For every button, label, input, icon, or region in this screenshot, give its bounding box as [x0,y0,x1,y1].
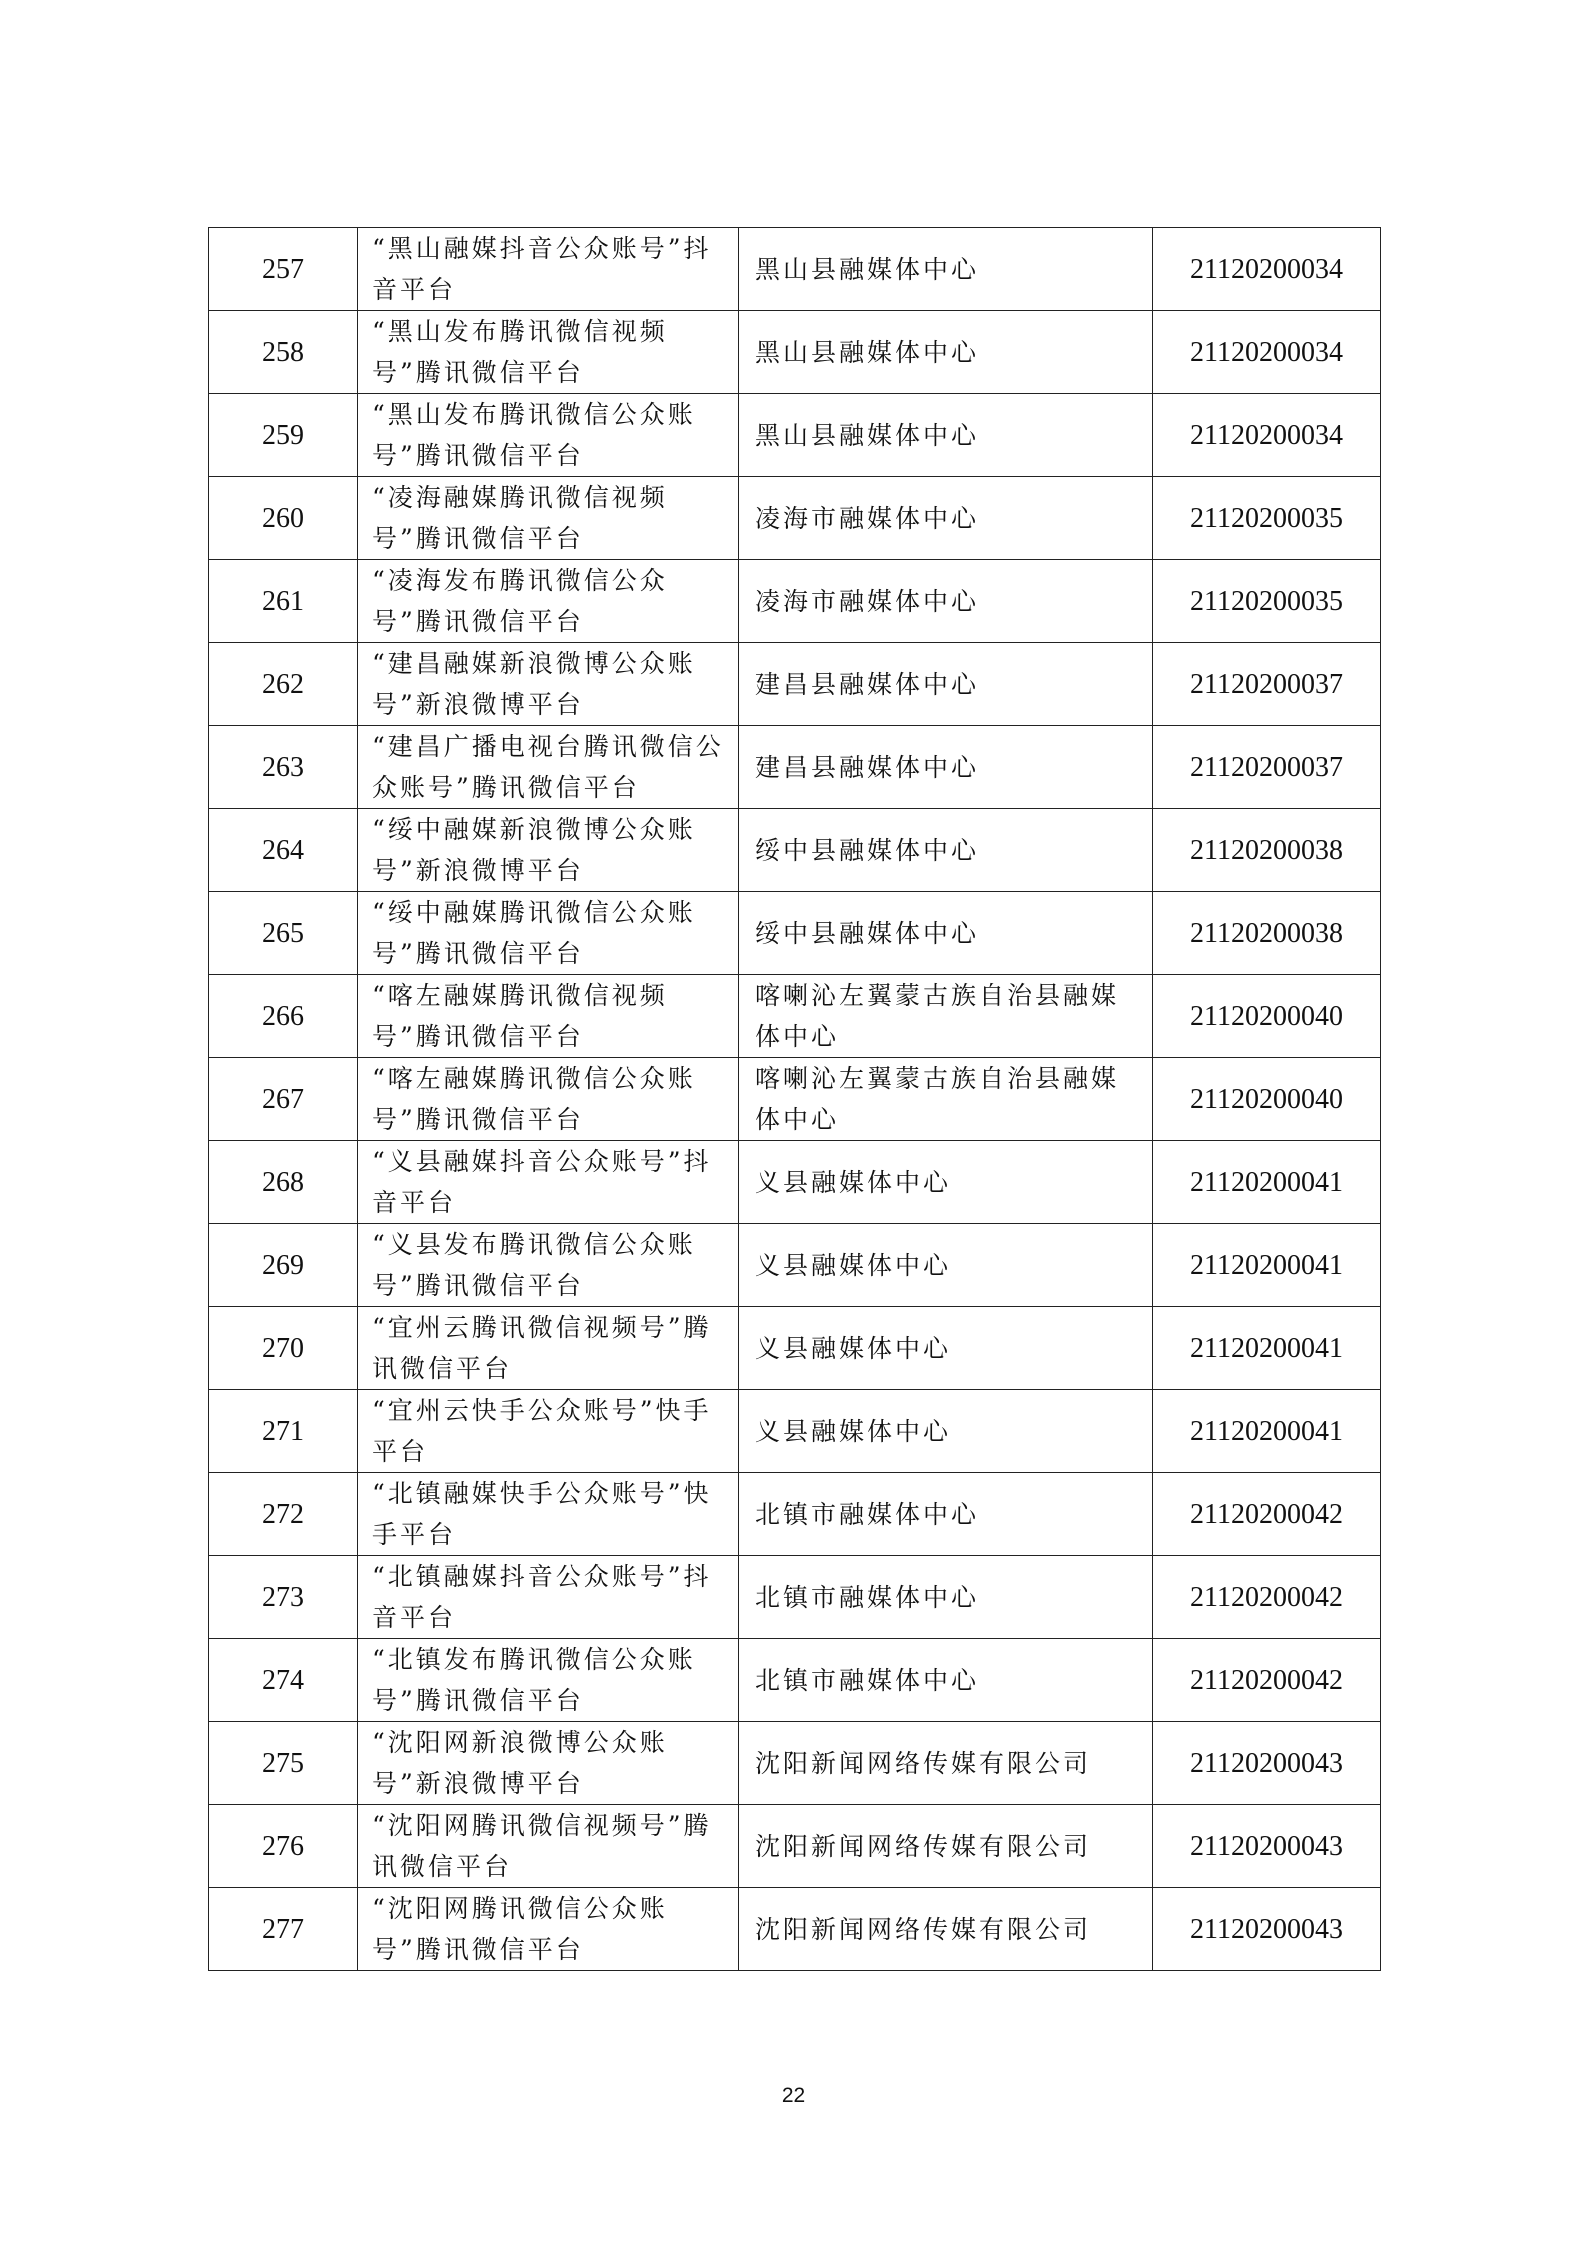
organization-cell: 义县融媒体中心 [739,1141,1153,1224]
row-number-cell: 264 [209,809,358,892]
table-row [209,1141,1381,1224]
organization-cell: 北镇市融媒体中心 [739,1639,1153,1722]
organization-cell: 义县融媒体中心 [739,1307,1153,1390]
row-number-cell: 259 [209,394,358,477]
row-number-cell: 265 [209,892,358,975]
account-name-cell: “义县发布腾讯微信公众账号”腾讯微信平台 [358,1224,739,1307]
row-number-cell: 276 [209,1805,358,1888]
account-name-cell: “宜州云快手公众账号”快手平台 [358,1390,739,1473]
table-row [209,892,1381,975]
registration-code-cell: 21120200040 [1153,975,1381,1058]
registration-code-cell: 21120200034 [1153,394,1381,477]
registration-code-cell: 21120200041 [1153,1390,1381,1473]
table-row [209,1473,1381,1556]
row-number-cell: 268 [209,1141,358,1224]
account-name-cell: “北镇发布腾讯微信公众账号”腾讯微信平台 [358,1639,739,1722]
organization-cell: 凌海市融媒体中心 [739,477,1153,560]
registration-code-cell: 21120200043 [1153,1888,1381,1971]
table-row [209,726,1381,809]
table-row [209,1058,1381,1141]
row-number-cell: 261 [209,560,358,643]
account-name-cell: “北镇融媒抖音公众账号”抖音平台 [358,1556,739,1639]
account-name-cell: “宜州云腾讯微信视频号”腾讯微信平台 [358,1307,739,1390]
registration-code-cell: 21120200035 [1153,560,1381,643]
registration-code-cell: 21120200038 [1153,892,1381,975]
account-name-cell: “凌海融媒腾讯微信视频号”腾讯微信平台 [358,477,739,560]
registration-code-cell: 21120200034 [1153,228,1381,311]
organization-cell: 建昌县融媒体中心 [739,726,1153,809]
table-row [209,1639,1381,1722]
row-number-cell: 275 [209,1722,358,1805]
row-number-cell: 270 [209,1307,358,1390]
organization-cell: 喀喇沁左翼蒙古族自治县融媒体中心 [739,975,1153,1058]
row-number-cell: 273 [209,1556,358,1639]
registration-code-cell: 21120200035 [1153,477,1381,560]
organization-cell: 沈阳新闻网络传媒有限公司 [739,1805,1153,1888]
row-number-cell: 272 [209,1473,358,1556]
account-name-cell: “喀左融媒腾讯微信视频号”腾讯微信平台 [358,975,739,1058]
row-number-cell: 258 [209,311,358,394]
registration-code-cell: 21120200042 [1153,1639,1381,1722]
registration-code-cell: 21120200041 [1153,1141,1381,1224]
table-row [209,1805,1381,1888]
account-name-cell: “绥中融媒新浪微博公众账号”新浪微博平台 [358,809,739,892]
registration-code-cell: 21120200041 [1153,1224,1381,1307]
table-row [209,560,1381,643]
account-name-cell: “沈阳网腾讯微信公众账号”腾讯微信平台 [358,1888,739,1971]
organization-cell: 喀喇沁左翼蒙古族自治县融媒体中心 [739,1058,1153,1141]
table-row [209,1390,1381,1473]
organization-cell: 义县融媒体中心 [739,1390,1153,1473]
organization-cell: 绥中县融媒体中心 [739,809,1153,892]
table-row [209,477,1381,560]
account-name-cell: “义县融媒抖音公众账号”抖音平台 [358,1141,739,1224]
registration-code-cell: 21120200042 [1153,1473,1381,1556]
registration-code-cell: 21120200037 [1153,643,1381,726]
table-row [209,228,1381,311]
organization-cell: 黑山县融媒体中心 [739,394,1153,477]
page-number: 22 [781,2084,806,2107]
table-row [209,975,1381,1058]
registry-table [208,227,1381,1971]
table-row [209,809,1381,892]
organization-cell: 沈阳新闻网络传媒有限公司 [739,1888,1153,1971]
row-number-cell: 274 [209,1639,358,1722]
registration-code-cell: 21120200038 [1153,809,1381,892]
table-row [209,394,1381,477]
registration-code-cell: 21120200042 [1153,1556,1381,1639]
organization-cell: 北镇市融媒体中心 [739,1473,1153,1556]
row-number-cell: 277 [209,1888,358,1971]
row-number-cell: 269 [209,1224,358,1307]
table-row [209,311,1381,394]
organization-cell: 北镇市融媒体中心 [739,1556,1153,1639]
row-number-cell: 267 [209,1058,358,1141]
registration-code-cell: 21120200041 [1153,1307,1381,1390]
row-number-cell: 266 [209,975,358,1058]
account-name-cell: “建昌融媒新浪微博公众账号”新浪微博平台 [358,643,739,726]
row-number-cell: 263 [209,726,358,809]
registration-code-cell: 21120200043 [1153,1722,1381,1805]
registration-code-cell: 21120200040 [1153,1058,1381,1141]
table-row [209,1556,1381,1639]
table-row [209,1307,1381,1390]
account-name-cell: “沈阳网腾讯微信视频号”腾讯微信平台 [358,1805,739,1888]
account-name-cell: “凌海发布腾讯微信公众号”腾讯微信平台 [358,560,739,643]
organization-cell: 建昌县融媒体中心 [739,643,1153,726]
registration-code-cell: 21120200037 [1153,726,1381,809]
table-row [209,1722,1381,1805]
organization-cell: 黑山县融媒体中心 [739,311,1153,394]
organization-cell: 凌海市融媒体中心 [739,560,1153,643]
account-name-cell: “绥中融媒腾讯微信公众账号”腾讯微信平台 [358,892,739,975]
account-name-cell: “建昌广播电视台腾讯微信公众账号”腾讯微信平台 [358,726,739,809]
account-name-cell: “喀左融媒腾讯微信公众账号”腾讯微信平台 [358,1058,739,1141]
account-name-cell: “黑山融媒抖音公众账号”抖音平台 [358,228,739,311]
account-name-cell: “沈阳网新浪微博公众账号”新浪微博平台 [358,1722,739,1805]
table-row [209,1888,1381,1971]
registration-code-cell: 21120200034 [1153,311,1381,394]
organization-cell: 黑山县融媒体中心 [739,228,1153,311]
organization-cell: 沈阳新闻网络传媒有限公司 [739,1722,1153,1805]
row-number-cell: 271 [209,1390,358,1473]
organization-cell: 绥中县融媒体中心 [739,892,1153,975]
account-name-cell: “北镇融媒快手公众账号”快手平台 [358,1473,739,1556]
row-number-cell: 262 [209,643,358,726]
organization-cell: 义县融媒体中心 [739,1224,1153,1307]
table-row [209,1224,1381,1307]
table-body [209,228,1381,1971]
table-row [209,643,1381,726]
row-number-cell: 257 [209,228,358,311]
registration-code-cell: 21120200043 [1153,1805,1381,1888]
account-name-cell: “黑山发布腾讯微信公众账号”腾讯微信平台 [358,394,739,477]
account-name-cell: “黑山发布腾讯微信视频号”腾讯微信平台 [358,311,739,394]
row-number-cell: 260 [209,477,358,560]
